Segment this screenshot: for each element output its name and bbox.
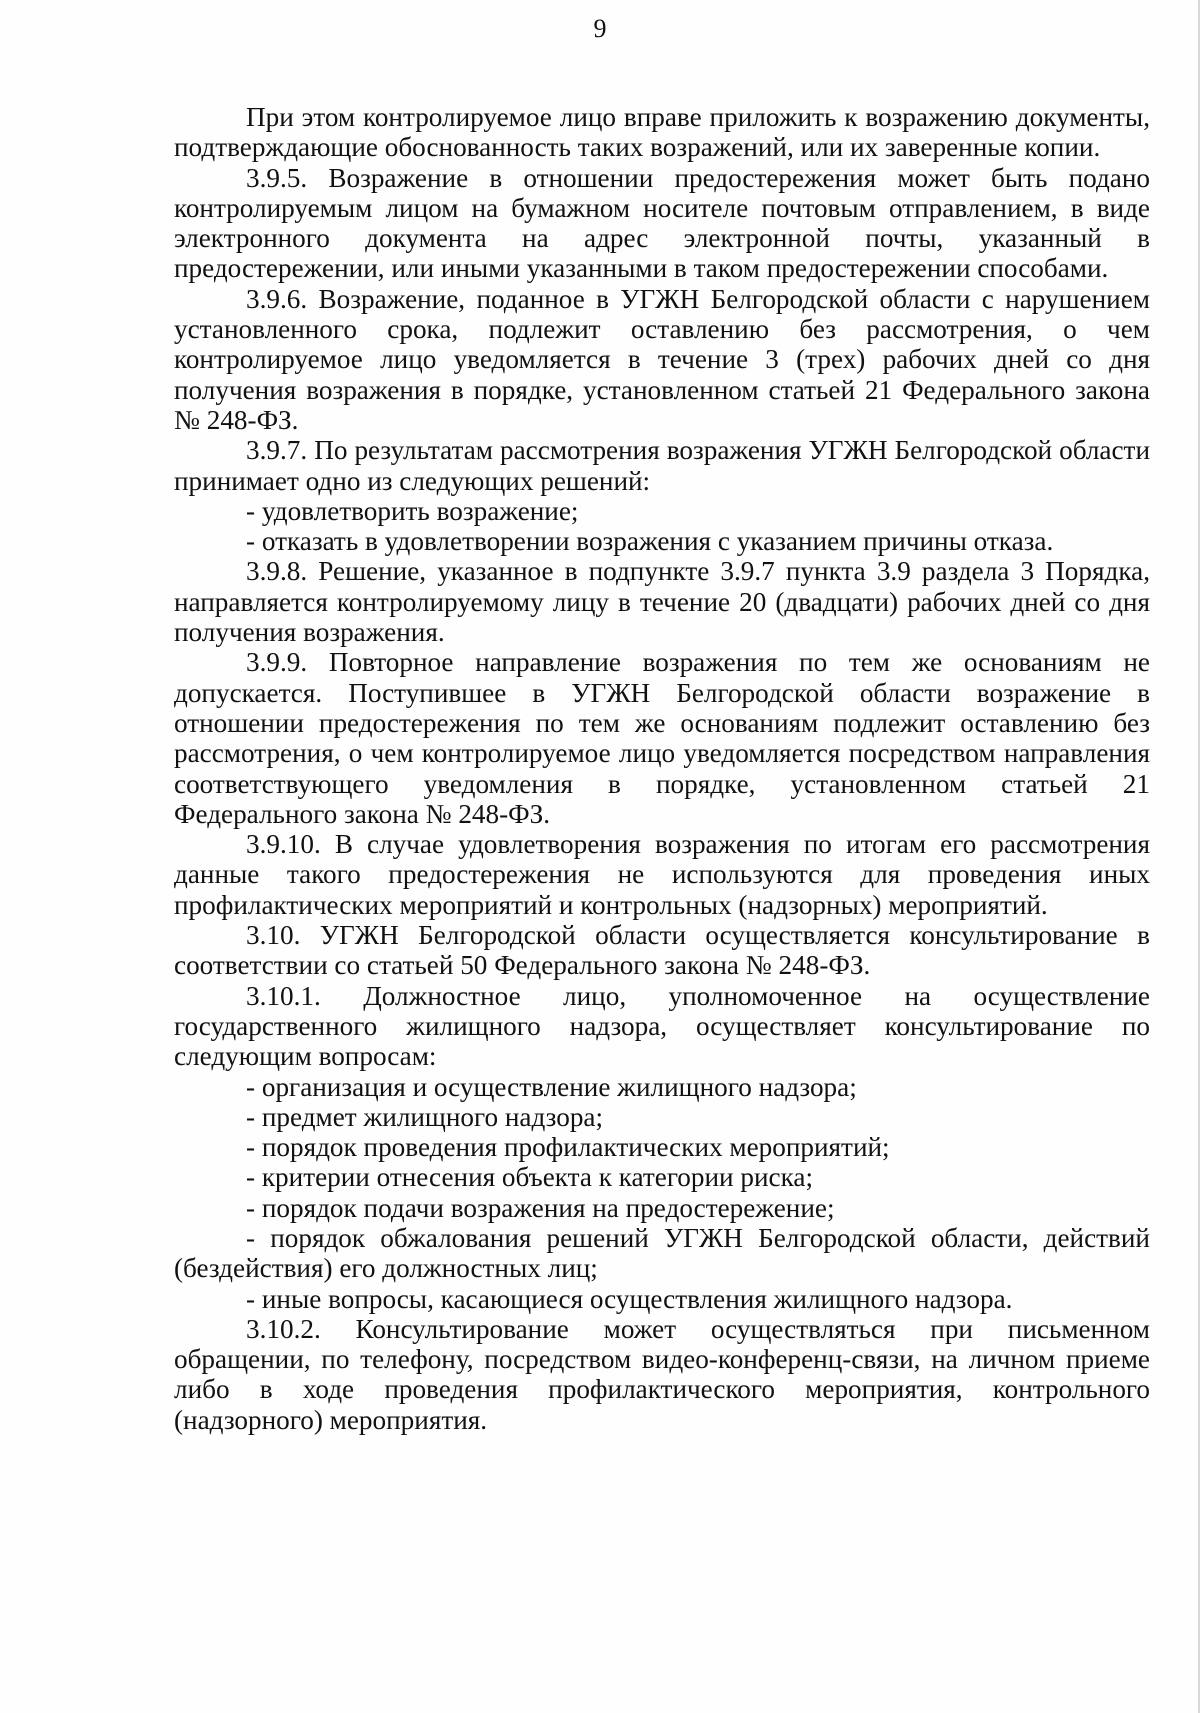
list-item-organization: - организация и осуществление жилищного надзора; xyxy=(246,1071,857,1102)
paragraph-3-9-7: 3.9.7. По результатам рассмотрения возражения УГЖН Белгородской области принимает одно из следующих решений: xyxy=(174,435,1150,496)
list-item-satisfy-objection: - удовлетворить возражение; xyxy=(246,495,579,526)
page-number: 9 xyxy=(593,14,607,43)
list-item-appeal-procedure: - порядок обжалования решений УГЖН Белгородской области, действий (бездействия) его должностных лиц; xyxy=(174,1222,1150,1284)
paragraph-3-9-6: 3.9.6. Возражение, поданное в УГЖН Белгородской области с нарушением установленного срока, подлежит оставлению без рассмотрения, о чем контролируемое лицо уведомляется в течение 3 (трех) рабочих дней со дня получения возражения в порядке, установленном статьей 21 Федерального закона № 248-ФЗ. xyxy=(174,283,1150,435)
paragraph-3-10: 3.10. УГЖН Белгородской области осуществляется консультирование в соответствии со статьей 50 Федерального закона № 248-ФЗ. xyxy=(174,920,1150,981)
paragraph-3-10-1: 3.10.1. Должностное лицо, уполномоченное на осуществление государственного жилищного надзора, осуществляет консультирование по следующим вопросам: xyxy=(174,980,1150,1072)
list-item-objection-procedure: - порядок подачи возражения на предостережение; xyxy=(246,1192,835,1223)
paragraph-3-10-2: 3.10.2. Консультирование может осуществляться при письменном обращении, по телефону, посредством видео-конференц-связи, на личном приеме либо в ходе проведения профилактического мероприятия, контрольного (надзорного) мероприятия. xyxy=(174,1313,1150,1435)
list-item-other-questions: - иные вопросы, касающиеся осуществления жилищного надзора. xyxy=(246,1283,1013,1314)
list-item-subject: - предмет жилищного надзора; xyxy=(246,1101,604,1132)
paragraph-3-9-10: 3.9.10. В случае удовлетворения возражения по итогам его рассмотрения данные такого предостережения не используются для проведения иных профилактических мероприятий и контрольных (надзорных) мероприятий. xyxy=(174,829,1150,920)
list-item-risk-criteria: - критерии отнесения объекта к категории риска; xyxy=(246,1162,814,1193)
list-item-prevention-procedure: - порядок проведения профилактических мероприятий; xyxy=(246,1132,890,1163)
paragraph-objection-documents: При этом контролируемое лицо вправе приложить к возражению документы, подтверждающие обоснованность таких возражений, или их заверенные копии. xyxy=(174,102,1150,163)
paragraph-3-9-8: 3.9.8. Решение, указанное в подпункте 3.9.7 пункта 3.9 раздела 3 Порядка, направляется контролируемому лицу в течение 20 (двадцати) рабочих дней со дня получения возражения. xyxy=(174,556,1150,648)
list-item-refuse-objection: - отказать в удовлетворении возражения с указанием причины отказа. xyxy=(246,526,1054,557)
paragraph-3-9-9: 3.9.9. Повторное направление возражения по тем же основаниям не допускается. Поступившее в УГЖН Белгородской области возражение в отношении предостережения по тем же основаниям подлежит оставлению без рассмотрения, о чем контролируемое лицо уведомляется посредством направления соответствующего уведомления в порядке, установленном статьей 21 Федерального закона № 248-ФЗ. xyxy=(174,647,1150,829)
document-body xyxy=(174,102,1150,1435)
paragraph-3-9-5: 3.9.5. Возражение в отношении предостережения может быть подано контролируемым лицом на бумажном носителе почтовым отправлением, в виде электронного документа на адрес электронной почты, указанный в предостережении, или иными указанными в таком предостережении способами. xyxy=(174,162,1150,284)
